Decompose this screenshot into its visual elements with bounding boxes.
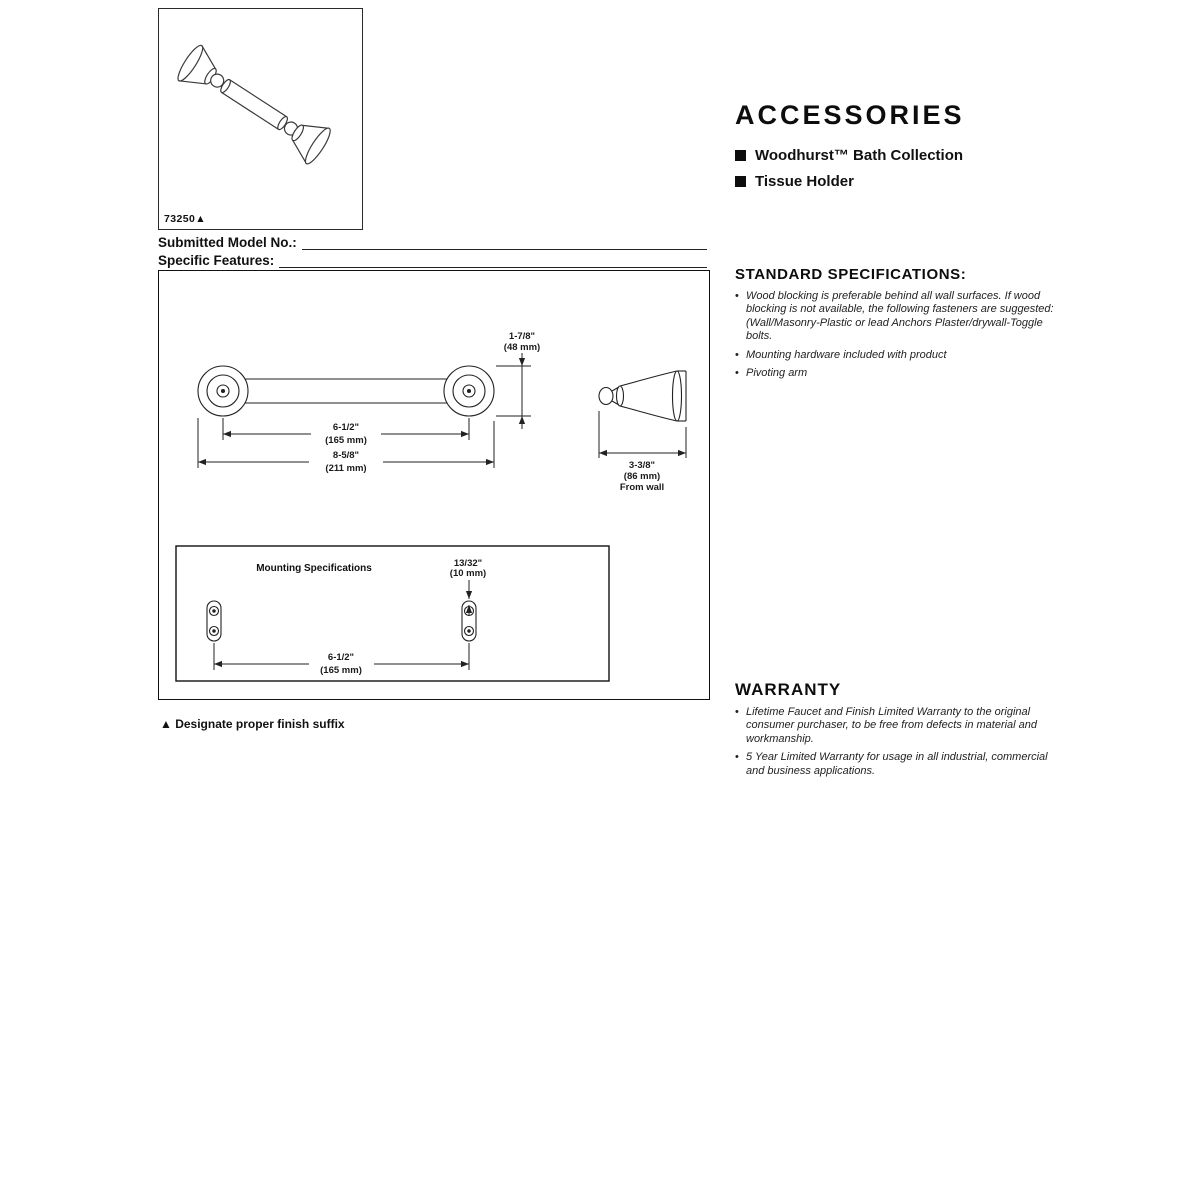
dim-offset-in: 13/32" [453,558,483,569]
product-type-label: Tissue Holder [755,173,854,190]
mounting-title: Mounting Specifications [256,563,372,574]
mounting-brackets [207,601,476,641]
spec-bullet: • Wood blocking is preferable behind all wall surfaces. If wood blocking is not available, the following fasteners are suggested: (Wall/Masonry-Plastic or lead Anchors Plaster/drywall-Toggle bolts. [735,290,1065,344]
front-view [198,366,494,416]
dim-height-in: 1-7/8" [508,331,536,342]
submitted-model-row [158,235,707,250]
product-header-items [735,147,1065,199]
spec-bullet: • Mounting hardware included with product [735,349,1065,362]
dim-height-mm: (48 mm) [503,342,541,353]
product-image-box [158,8,363,230]
dim-centers-mm: (165 mm) [325,435,367,446]
dim-overall-in: 8-5/8" [332,450,360,461]
spec-bullet: • Pivoting arm [735,367,1065,380]
product-type-item [735,173,1065,190]
tissue-holder-illustration [159,9,361,228]
specific-features-blank-line [279,253,707,268]
height-dimension [496,353,531,429]
side-view [599,371,686,421]
collection-item [735,147,1065,164]
square-bullet-icon [735,176,746,187]
mounting-box [176,546,609,681]
standard-specifications-list [735,290,1065,380]
standard-specifications-section [735,266,1065,385]
depth-dimension [599,411,686,458]
dim-mounting-centers-in: 6-1/2" [327,652,355,663]
warranty-section [735,680,1057,783]
finish-suffix-note: ▲ Designate proper finish suffix [160,717,345,731]
warranty-bullet: • Lifetime Faucet and Finish Limited Warranty to the original consumer purchaser, to be free from defects in material and workmanship. [735,706,1057,746]
specific-features-row [158,253,707,268]
accessories-title: ACCESSORIES [735,100,965,130]
standard-specifications-title: STANDARD SPECIFICATIONS: [735,266,967,283]
collection-label: Woodhurst™ Bath Collection [755,147,964,164]
technical-drawing-box [158,270,710,700]
dim-offset-mm: (10 mm) [449,568,487,579]
warranty-title: WARRANTY [735,680,842,699]
dim-depth-in: 3-3/8" [628,460,656,471]
warranty-bullet: • 5 Year Limited Warranty for usage in all industrial, commercial and business applications. [735,751,1057,778]
specific-features-label: Specific Features: [158,253,275,268]
dim-centers-in: 6-1/2" [332,422,360,433]
dim-from-wall: From wall [619,482,665,493]
dim-overall-mm: (211 mm) [325,463,367,474]
submitted-model-label: Submitted Model No.: [158,235,297,250]
technical-drawing [159,271,708,698]
dim-depth-mm: (86 mm) [623,471,661,482]
warranty-list [735,706,1057,778]
model-number: 73250▲ [164,213,206,225]
submitted-model-blank-line [302,235,707,250]
dim-mounting-centers-mm: (165 mm) [320,665,362,676]
square-bullet-icon [735,150,746,161]
